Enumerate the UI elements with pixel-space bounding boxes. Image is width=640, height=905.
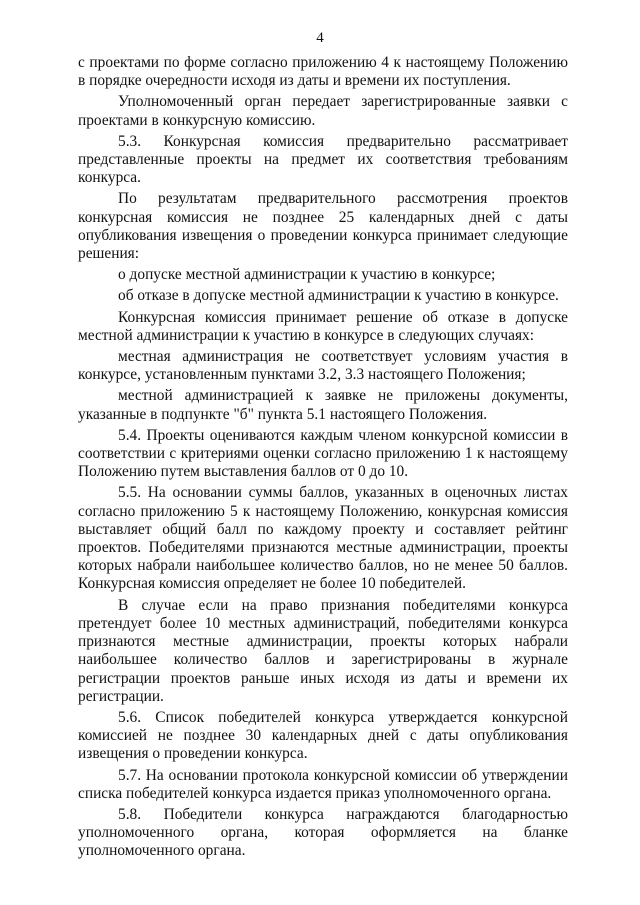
refusal-case-documents: местной администрацией к заявке не приложены документы, указанные в подпункте "б" пункта 5.1 настоящего Положения. (78, 387, 568, 423)
paragraph-preliminary-review: По результатам предварительного рассмотрения проектов конкурсная комиссия не позднее 25 календарных дней с даты опубликования извещения о проведении конкурса принимает следующие решения: (78, 190, 568, 263)
paragraph-refusal-cases: Конкурсная комиссия принимает решение об отказе в допуске местной администрации к участию в конкурсе в следующих случаях: (78, 308, 568, 344)
paragraph-transfer-to-commission: Уполномоченный орган передает зарегистрированные заявки с проектами в конкурсную комиссию. (78, 93, 568, 129)
paragraph-5-4: 5.4. Проекты оцениваются каждым членом конкурсной комиссии в соответствии с критериями оценки согласно приложению 1 к настоящему Положению путем выставления баллов от 0 до 10. (78, 426, 568, 481)
page-number: 4 (316, 30, 324, 46)
paragraph-5-7: 5.7. На основании протокола конкурсной комиссии об утверждении списка победителей конкурса издается приказ уполномоченного органа. (78, 766, 568, 802)
document-body (78, 54, 568, 861)
paragraph-continuation: с проектами по форме согласно приложению 4 к настоящему Положению в порядке очередности исходя из даты и времени их поступления. (78, 54, 568, 90)
paragraph-5-5: 5.5. На основании суммы баллов, указанных в оценочных листах согласно приложению 5 к настоящему Положению, конкурсная комиссия выставляет общий балл по каждому проекту и составляет рейтинг проектов. Победителями признаются местные администрации, проекты которых набрали наибольшее количество баллов, но не менее 50 баллов. Конкурсная комиссия определяет не более 10 победителей. (78, 484, 568, 593)
decision-item-refusal: об отказе в допуске местной администрации к участию в конкурсе. (118, 287, 559, 305)
decision-item-admission: о допуске местной администрации к участию в конкурсе; (118, 266, 496, 284)
paragraph-5-8: 5.8. Победители конкурса награждаются благодарностью уполномоченного органа, которая оформляется на бланке уполномоченного органа. (78, 805, 568, 860)
paragraph-5-6: 5.6. Список победителей конкурса утверждается конкурсной комиссией не позднее 30 календарных дней с даты опубликования извещения о проведении конкурса. (78, 708, 568, 763)
paragraph-5-3: 5.3. Конкурсная комиссия предварительно рассматривает представленные проекты на предмет их соответствия требованиям конкурса. (78, 132, 568, 187)
refusal-case-conditions: местная администрация не соответствует условиям участия в конкурсе, установленным пунктами 3.2, 3.3 настоящего Положения; (78, 348, 568, 384)
paragraph-tie-case: В случае если на право признания победителями конкурса претендует более 10 местных администраций, победителями конкурса признаются местные администрации, проекты которых набрали наибольшее количество баллов и зарегистрированы в журнале регистрации проектов раньше иных исходя из даты и времени их регистрации. (78, 596, 568, 705)
